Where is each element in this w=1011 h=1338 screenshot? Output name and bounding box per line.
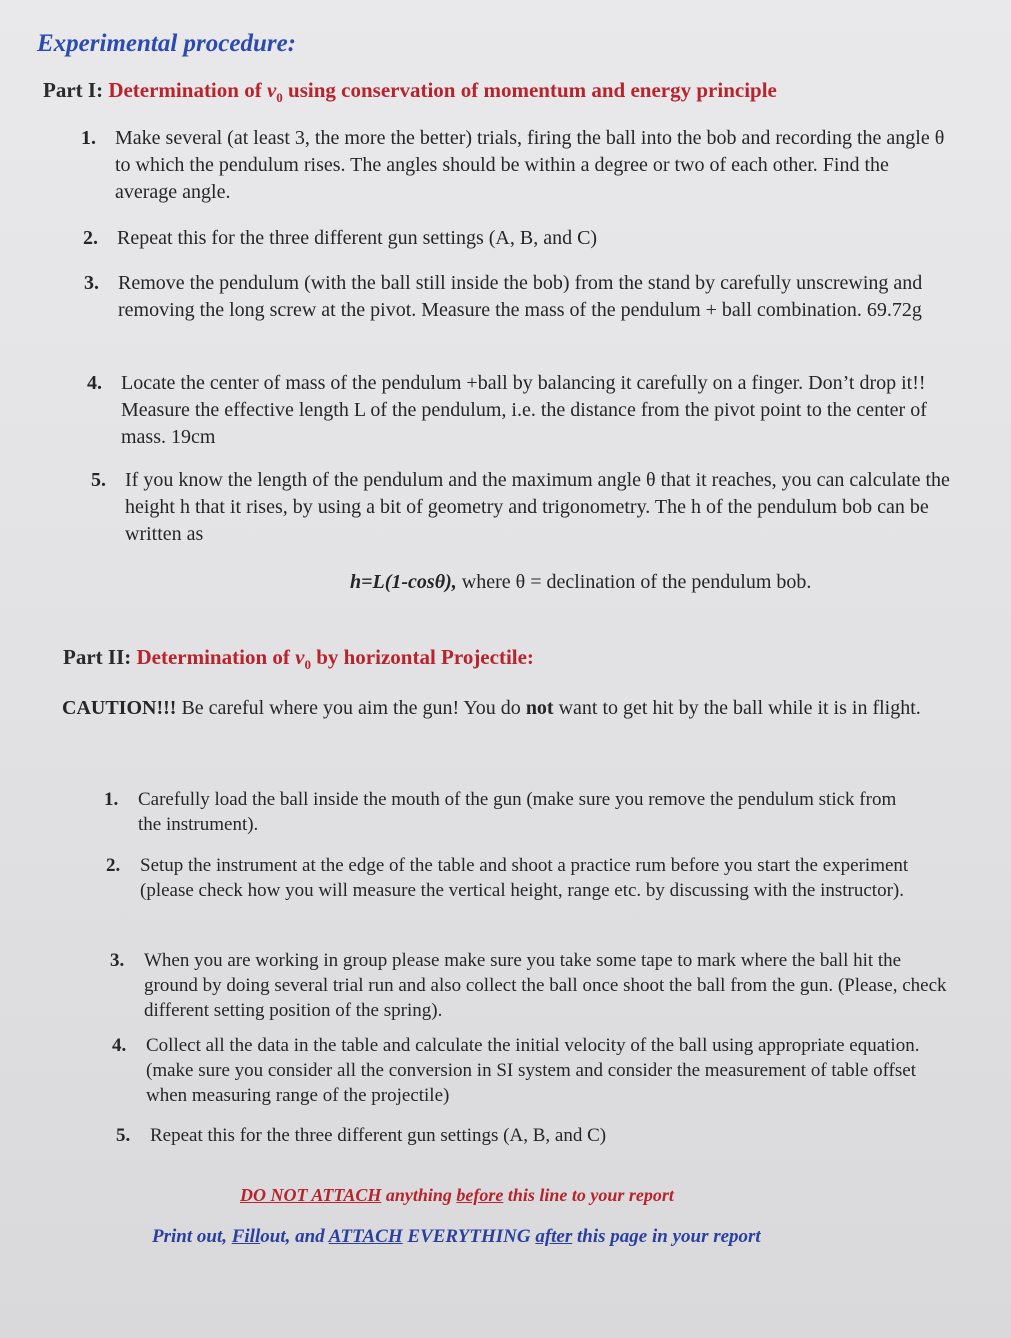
part2-step-2: 2. Setup the instrument at the edge of the table and shoot a practice rum before you start the experiment (please check how you will measure the vertical height, range etc. by discussing with the instructor).	[106, 855, 909, 901]
part2-title-post: by horizontal Projectile:	[316, 645, 534, 669]
part2-step-1: 1. Carefully load the ball inside the mouth of the gun (make sure you remove the pendulum stick from the instrument).	[104, 789, 897, 835]
part2-label: Part II:	[63, 645, 132, 669]
part1-step-4: 4. Locate the center of mass of the pendulum +ball by balancing it carefully on a finger. Don’t drop it!! Measure the effective length L of the pendulum, i.e. the distance from the pivot point to the center of mass. 19cm	[87, 372, 927, 448]
caution-note: CAUTION!!! Be careful where you aim the gun! You do not want to get hit by the ball while it is in flight.	[62, 697, 921, 719]
v0-symbol: $v_0$	[266, 78, 283, 106]
part1-step-3: 3. Remove the pendulum (with the ball still inside the bob) from the stand by carefully unscrewing and removing the long screw at the pivot. Measure the mass of the pendulum + ball combination. 69.72g	[84, 272, 923, 321]
part1-step-1: 1. Make several (at least 3, the more the better) trials, firing the ball into the bob and recording the angle θ to which the pendulum rises. The angles should be within a degree or two of each other. Find the average angle.	[81, 127, 945, 203]
part2-step-4: 4. Collect all the data in the table and calculate the initial velocity of the ball using appropriate equation. (make sure you consider all the conversion in SI system and consider the measurement of table offset when measuring range of the projectile)	[112, 1035, 920, 1106]
height-formula: h=L(1-cosθ), where θ = declination of the pendulum bob.	[350, 571, 812, 593]
part2-step-5: 5. Repeat this for the three different gun settings (A, B, and C)	[116, 1125, 607, 1146]
procedure-heading: Experimental procedure:	[37, 30, 297, 57]
part2-step-3: 3. When you are working in group please make sure you take some tape to mark where the ball hit the ground by doing several trial run and also collect the ball once shoot the ball from the gun. (Please, check different setting position of the spring).	[110, 950, 947, 1021]
caution-label: CAUTION!!!	[62, 697, 177, 719]
part1-label: Part I:	[43, 78, 104, 102]
part1-title-pre: Determination of	[108, 78, 262, 102]
part1-step-5: 5. If you know the length of the pendulum and the maximum angle θ that it reaches, you can calculate the height h that it rises, by using a bit of geometry and trigonometry. The h of the pendulum bob can be written as	[91, 469, 950, 545]
attach-everything-note: Print out, Fillout, and ATTACH EVERYTHING after this page in your report	[152, 1226, 761, 1247]
part1-title-post: using conservation of momentum and energy principle	[288, 78, 777, 102]
v0-symbol: $v_0$	[295, 645, 311, 673]
do-not-attach-note: DO NOT ATTACH anything before this line to your report	[240, 1185, 674, 1205]
part1-step-2: 2. Repeat this for the three different gun settings (A, B, and C)	[83, 227, 598, 249]
part1-title	[43, 78, 777, 106]
part2-title-pre: Determination of	[136, 645, 290, 669]
part2-title	[63, 645, 534, 673]
